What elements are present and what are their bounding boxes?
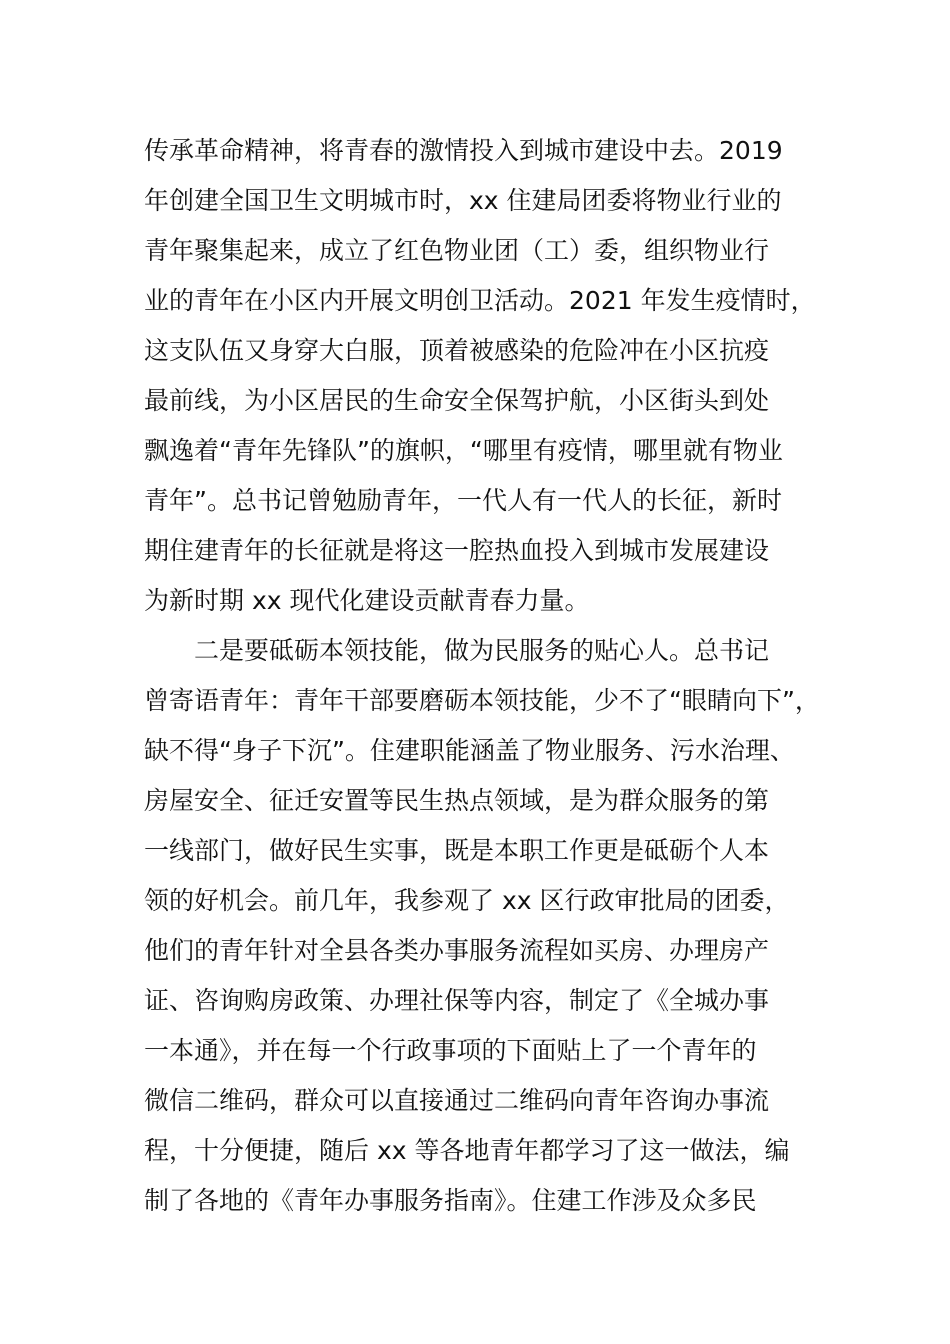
text-line: 证、咨询购房政策、办理社保等内容，制定了《全城办事 <box>144 986 770 1015</box>
text-line: 领的好机会。前几年，我参观了 xx 区行政审批局的团委， <box>144 886 790 915</box>
text-line: 制了各地的《青年办事服务指南》。住建工作涉及众多民 <box>144 1186 757 1215</box>
paragraph <box>144 126 844 626</box>
text-line: 业的青年在小区内开展文明创卫活动。2021 年发生疫情时， <box>144 286 816 315</box>
text-line: 飘逸着“青年先锋队”的旗帜，“哪里有疫情，哪里就有物业 <box>144 436 783 465</box>
text-line: 程，十分便捷，随后 xx 等各地青年都学习了这一做法，编 <box>144 1136 790 1165</box>
text-line: 这支队伍又身穿大白服，顶着被感染的危险冲在小区抗疫 <box>144 336 770 365</box>
paragraph <box>144 626 844 1226</box>
text-line: 缺不得“身子下沉”。住建职能涵盖了物业服务、污水治理、 <box>144 736 795 765</box>
text-line: 他们的青年针对全县各类办事服务流程如买房、办理房产 <box>144 936 770 965</box>
text-line: 微信二维码，群众可以直接通过二维码向青年咨询办事流 <box>144 1086 770 1115</box>
text-line: 二是要砥砺本领技能，做为民服务的贴心人。总书记 <box>194 636 770 665</box>
text-line: 期住建青年的长征就是将这一腔热血投入到城市发展建设 <box>144 536 770 565</box>
text-line: 最前线，为小区居民的生命安全保驾护航，小区街头到处 <box>144 386 770 415</box>
text-line: 一本通》，并在每一个行政事项的下面贴上了一个青年的 <box>144 1036 757 1065</box>
text-line: 年创建全国卫生文明城市时，xx 住建局团委将物业行业的 <box>144 186 782 215</box>
text-line: 青年”。总书记曾勉励青年，一代人有一代人的长征，新时 <box>144 486 782 515</box>
text-line: 曾寄语青年：青年干部要磨砺本领技能，少不了“眼睛向下”， <box>144 686 820 715</box>
text-line: 青年聚集起来，成立了红色物业团（工）委，组织物业行 <box>144 236 770 265</box>
document-body <box>144 126 844 1226</box>
text-line: 传承革命精神，将青春的激情投入到城市建设中去。2019 <box>144 136 783 165</box>
text-line: 为新时期 xx 现代化建设贡献青春力量。 <box>144 586 590 615</box>
text-line: 房屋安全、征迁安置等民生热点领域，是为群众服务的第 <box>144 786 770 815</box>
text-line: 一线部门，做好民生实事，既是本职工作更是砥砺个人本 <box>144 836 770 865</box>
